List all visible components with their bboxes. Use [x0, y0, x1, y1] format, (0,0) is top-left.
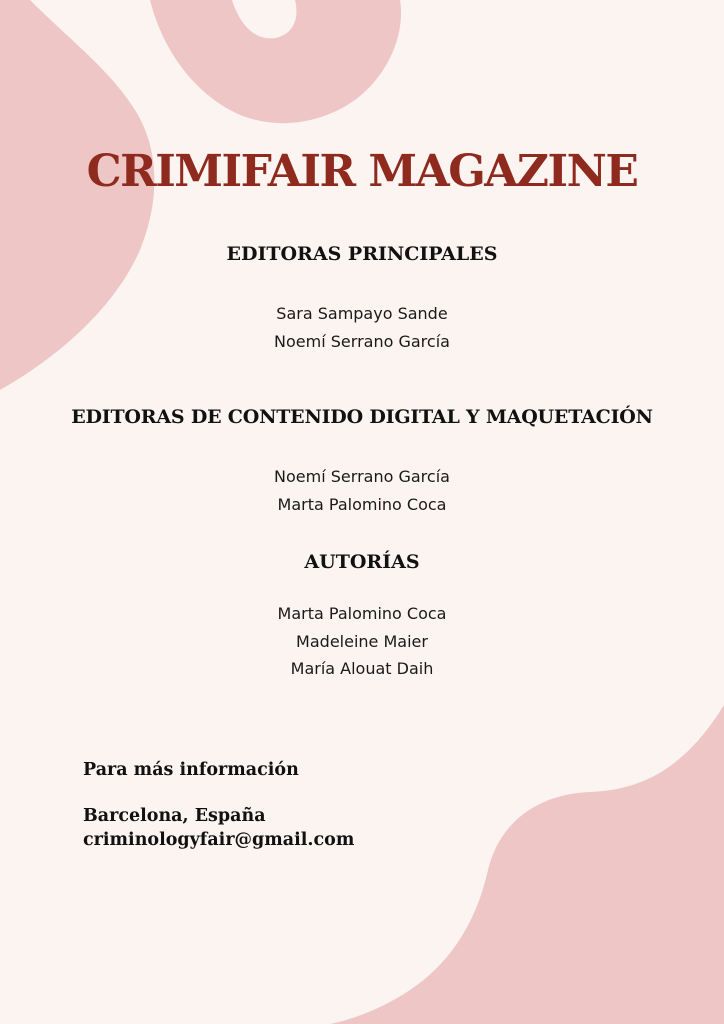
name-item: María Alouat Daih	[290, 659, 434, 678]
magazine-title: CRIMIFAIR MAGAZINE	[86, 146, 638, 197]
name-item: Noemí Serrano García	[274, 467, 450, 486]
section-heading-editoras-principales: EDITORAS PRINCIPALES	[226, 243, 498, 265]
name-item: Madeleine Maier	[296, 631, 428, 651]
name-item: Marta Palomino Coca	[277, 494, 447, 514]
contact-footer	[83, 758, 483, 852]
name-item: Sara Sampayo Sande	[276, 304, 448, 323]
section-heading-autorias: AUTORÍAS	[304, 551, 420, 573]
name-item: Marta Palomino Coca	[277, 604, 447, 623]
name-item: Noemí Serrano García	[274, 331, 450, 351]
location: Barcelona, España	[83, 806, 266, 826]
section-names-contenido-digital	[0, 463, 724, 518]
section-names-autorias	[0, 600, 724, 683]
section-names-editoras-principales	[0, 300, 724, 355]
section-heading-contenido-digital: EDITORAS DE CONTENIDO DIGITAL Y MAQUETACIÓN	[71, 406, 653, 428]
info-label: Para más información	[83, 760, 299, 780]
email-address[interactable]: criminologyfair@gmail.com	[83, 830, 355, 850]
